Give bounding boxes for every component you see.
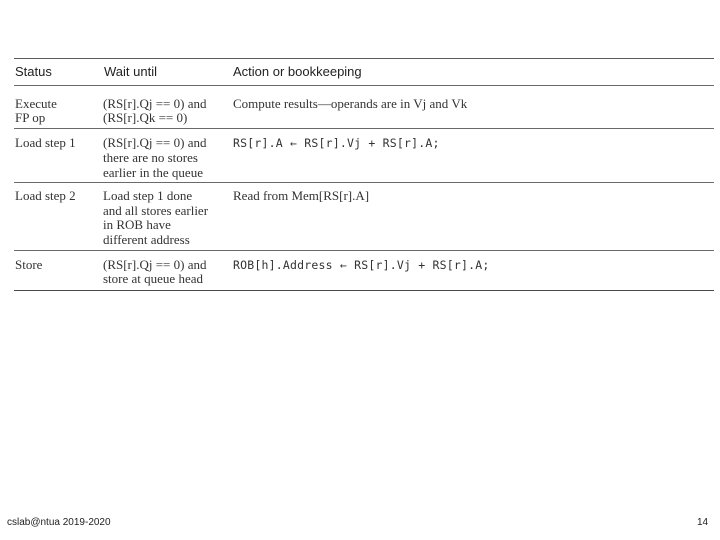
row-rule — [14, 250, 714, 251]
page-number: 14 — [697, 517, 709, 528]
wait-cell: and all stores earlier — [103, 203, 209, 218]
wait-cell: (RS[r].Qj == 0) and — [103, 96, 207, 111]
wait-cell: (RS[r].Qk == 0) — [103, 110, 188, 125]
header-action: Action or bookkeeping — [233, 64, 362, 79]
wait-cell: (RS[r].Qj == 0) and — [103, 135, 207, 150]
header-rule — [14, 85, 714, 86]
wait-cell: in ROB have — [103, 217, 171, 232]
status-cell: Store — [15, 257, 43, 272]
header-wait-until: Wait until — [104, 64, 157, 79]
action-cell: Read from Mem[RS[r].A] — [233, 188, 370, 203]
wait-cell: (RS[r].Qj == 0) and — [103, 257, 207, 272]
wait-cell: Load step 1 done — [103, 188, 193, 203]
action-code-cell: ROB[h].Address ← RS[r].Vj + RS[r].A; — [233, 258, 490, 272]
action-cell: Compute results—operands are in Vj and Vk — [233, 96, 468, 111]
status-cell: FP op — [15, 110, 46, 125]
status-cell: Load step 2 — [15, 188, 76, 203]
row-rule — [14, 182, 714, 183]
table-bottom-rule — [14, 290, 714, 291]
table-top-rule — [14, 58, 714, 59]
action-code-cell: RS[r].A ← RS[r].Vj + RS[r].A; — [233, 136, 440, 150]
footer-credit: cslab@ntua 2019-2020 — [7, 517, 111, 528]
wait-cell: store at queue head — [103, 271, 203, 286]
wait-cell: earlier in the queue — [103, 165, 203, 180]
status-cell: Load step 1 — [15, 135, 76, 150]
status-cell: Execute — [15, 96, 57, 111]
header-status: Status — [15, 64, 52, 79]
row-rule — [14, 128, 714, 129]
wait-cell: different address — [103, 232, 190, 247]
wait-cell: there are no stores — [103, 150, 198, 165]
